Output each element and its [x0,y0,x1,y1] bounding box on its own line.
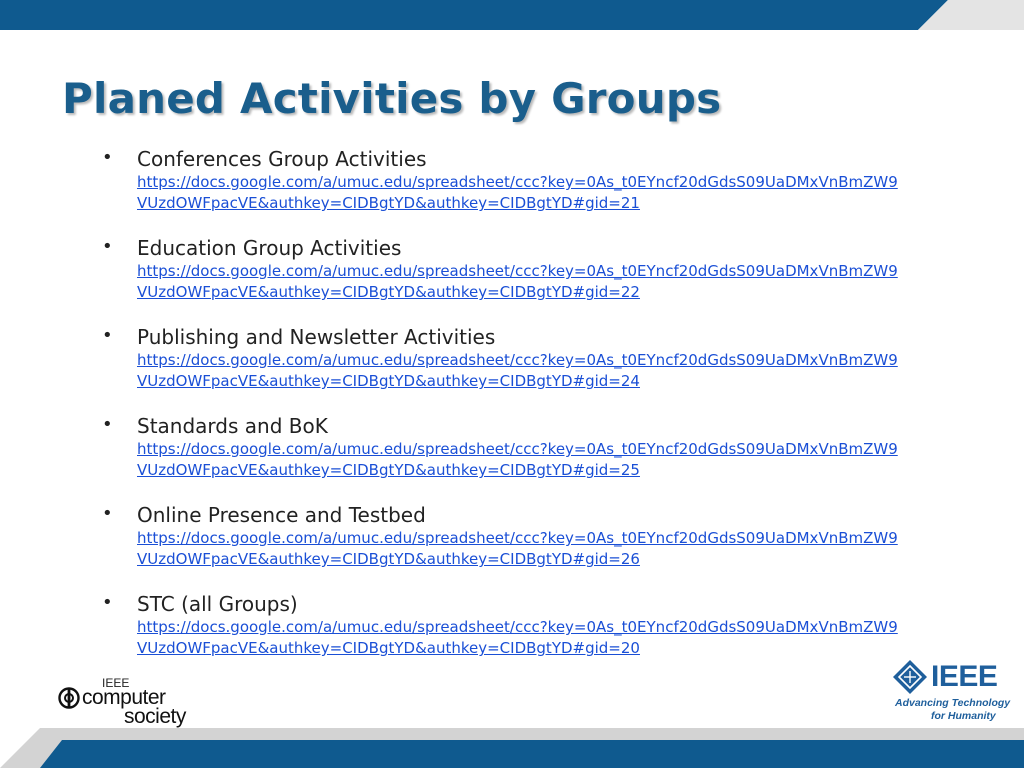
computer-society-emblem-icon [58,687,80,709]
cs-logo-ieee-text: IEEE [102,676,130,690]
cs-logo-line1: computer [82,686,166,709]
spreadsheet-link[interactable]: https://docs.google.com/a/umuc.edu/spreadsheet/ccc?key=0As_t0EYncf20dGdsS09UaDMxVnBmZW9VUzdOWFpacVE&authkey=CIDBgtYD&authkey=CIDBgtYD#gid=22 [137,262,898,301]
list-item [100,413,920,502]
ieee-tagline-line1: Advancing Technology [895,697,1011,709]
list-item [100,324,920,413]
bullet-title: Publishing and Newsletter Activities [137,325,496,349]
ieee-diamond-icon [893,660,927,694]
list-item [100,502,920,591]
ieee-wordmark: IEEE [931,660,998,693]
bullet-title: Online Presence and Testbed [137,503,426,527]
spreadsheet-link[interactable]: https://docs.google.com/a/umuc.edu/spreadsheet/ccc?key=0As_t0EYncf20dGdsS09UaDMxVnBmZW9VUzdOWFpacVE&authkey=CIDBgtYD&authkey=CIDBgtYD#gid=26 [137,529,898,568]
bullet-title: Standards and BoK [137,414,328,438]
computer-society-logo [58,676,198,726]
spreadsheet-link[interactable]: https://docs.google.com/a/umuc.edu/spreadsheet/ccc?key=0As_t0EYncf20dGdsS09UaDMxVnBmZW9VUzdOWFpacVE&authkey=CIDBgtYD&authkey=CIDBgtYD#gid=21 [137,173,898,212]
slide-title: Planed Activities by Groups [62,74,722,123]
list-item [100,235,920,324]
cs-logo-line2: society [124,705,186,728]
bullet-marker: • [102,147,113,168]
bullet-title: Conferences Group Activities [137,147,427,171]
bullet-marker: • [102,325,113,346]
bullet-title: Education Group Activities [137,236,402,260]
spreadsheet-link[interactable]: https://docs.google.com/a/umuc.edu/spreadsheet/ccc?key=0As_t0EYncf20dGdsS09UaDMxVnBmZW9VUzdOWFpacVE&authkey=CIDBgtYD&authkey=CIDBgtYD#gid=24 [137,351,898,390]
spreadsheet-link[interactable]: https://docs.google.com/a/umuc.edu/spreadsheet/ccc?key=0As_t0EYncf20dGdsS09UaDMxVnBmZW9VUzdOWFpacVE&authkey=CIDBgtYD&authkey=CIDBgtYD#gid=25 [137,440,898,479]
spreadsheet-link[interactable]: https://docs.google.com/a/umuc.edu/spreadsheet/ccc?key=0As_t0EYncf20dGdsS09UaDMxVnBmZW9VUzdOWFpacVE&authkey=CIDBgtYD&authkey=CIDBgtYD#gid=20 [137,618,898,657]
bullet-marker: • [102,414,113,435]
top-decorative-bar [0,0,1024,30]
bottom-decorative-bar [0,728,1024,768]
ieee-tagline-line2: for Humanity [931,710,996,722]
list-item [100,591,920,680]
ieee-logo [893,660,1011,722]
bullet-marker: • [102,503,113,524]
list-item [100,146,920,235]
bullet-marker: • [102,236,113,257]
bullet-marker: • [102,592,113,613]
bullet-list [100,146,920,680]
bullet-title: STC (all Groups) [137,592,298,616]
